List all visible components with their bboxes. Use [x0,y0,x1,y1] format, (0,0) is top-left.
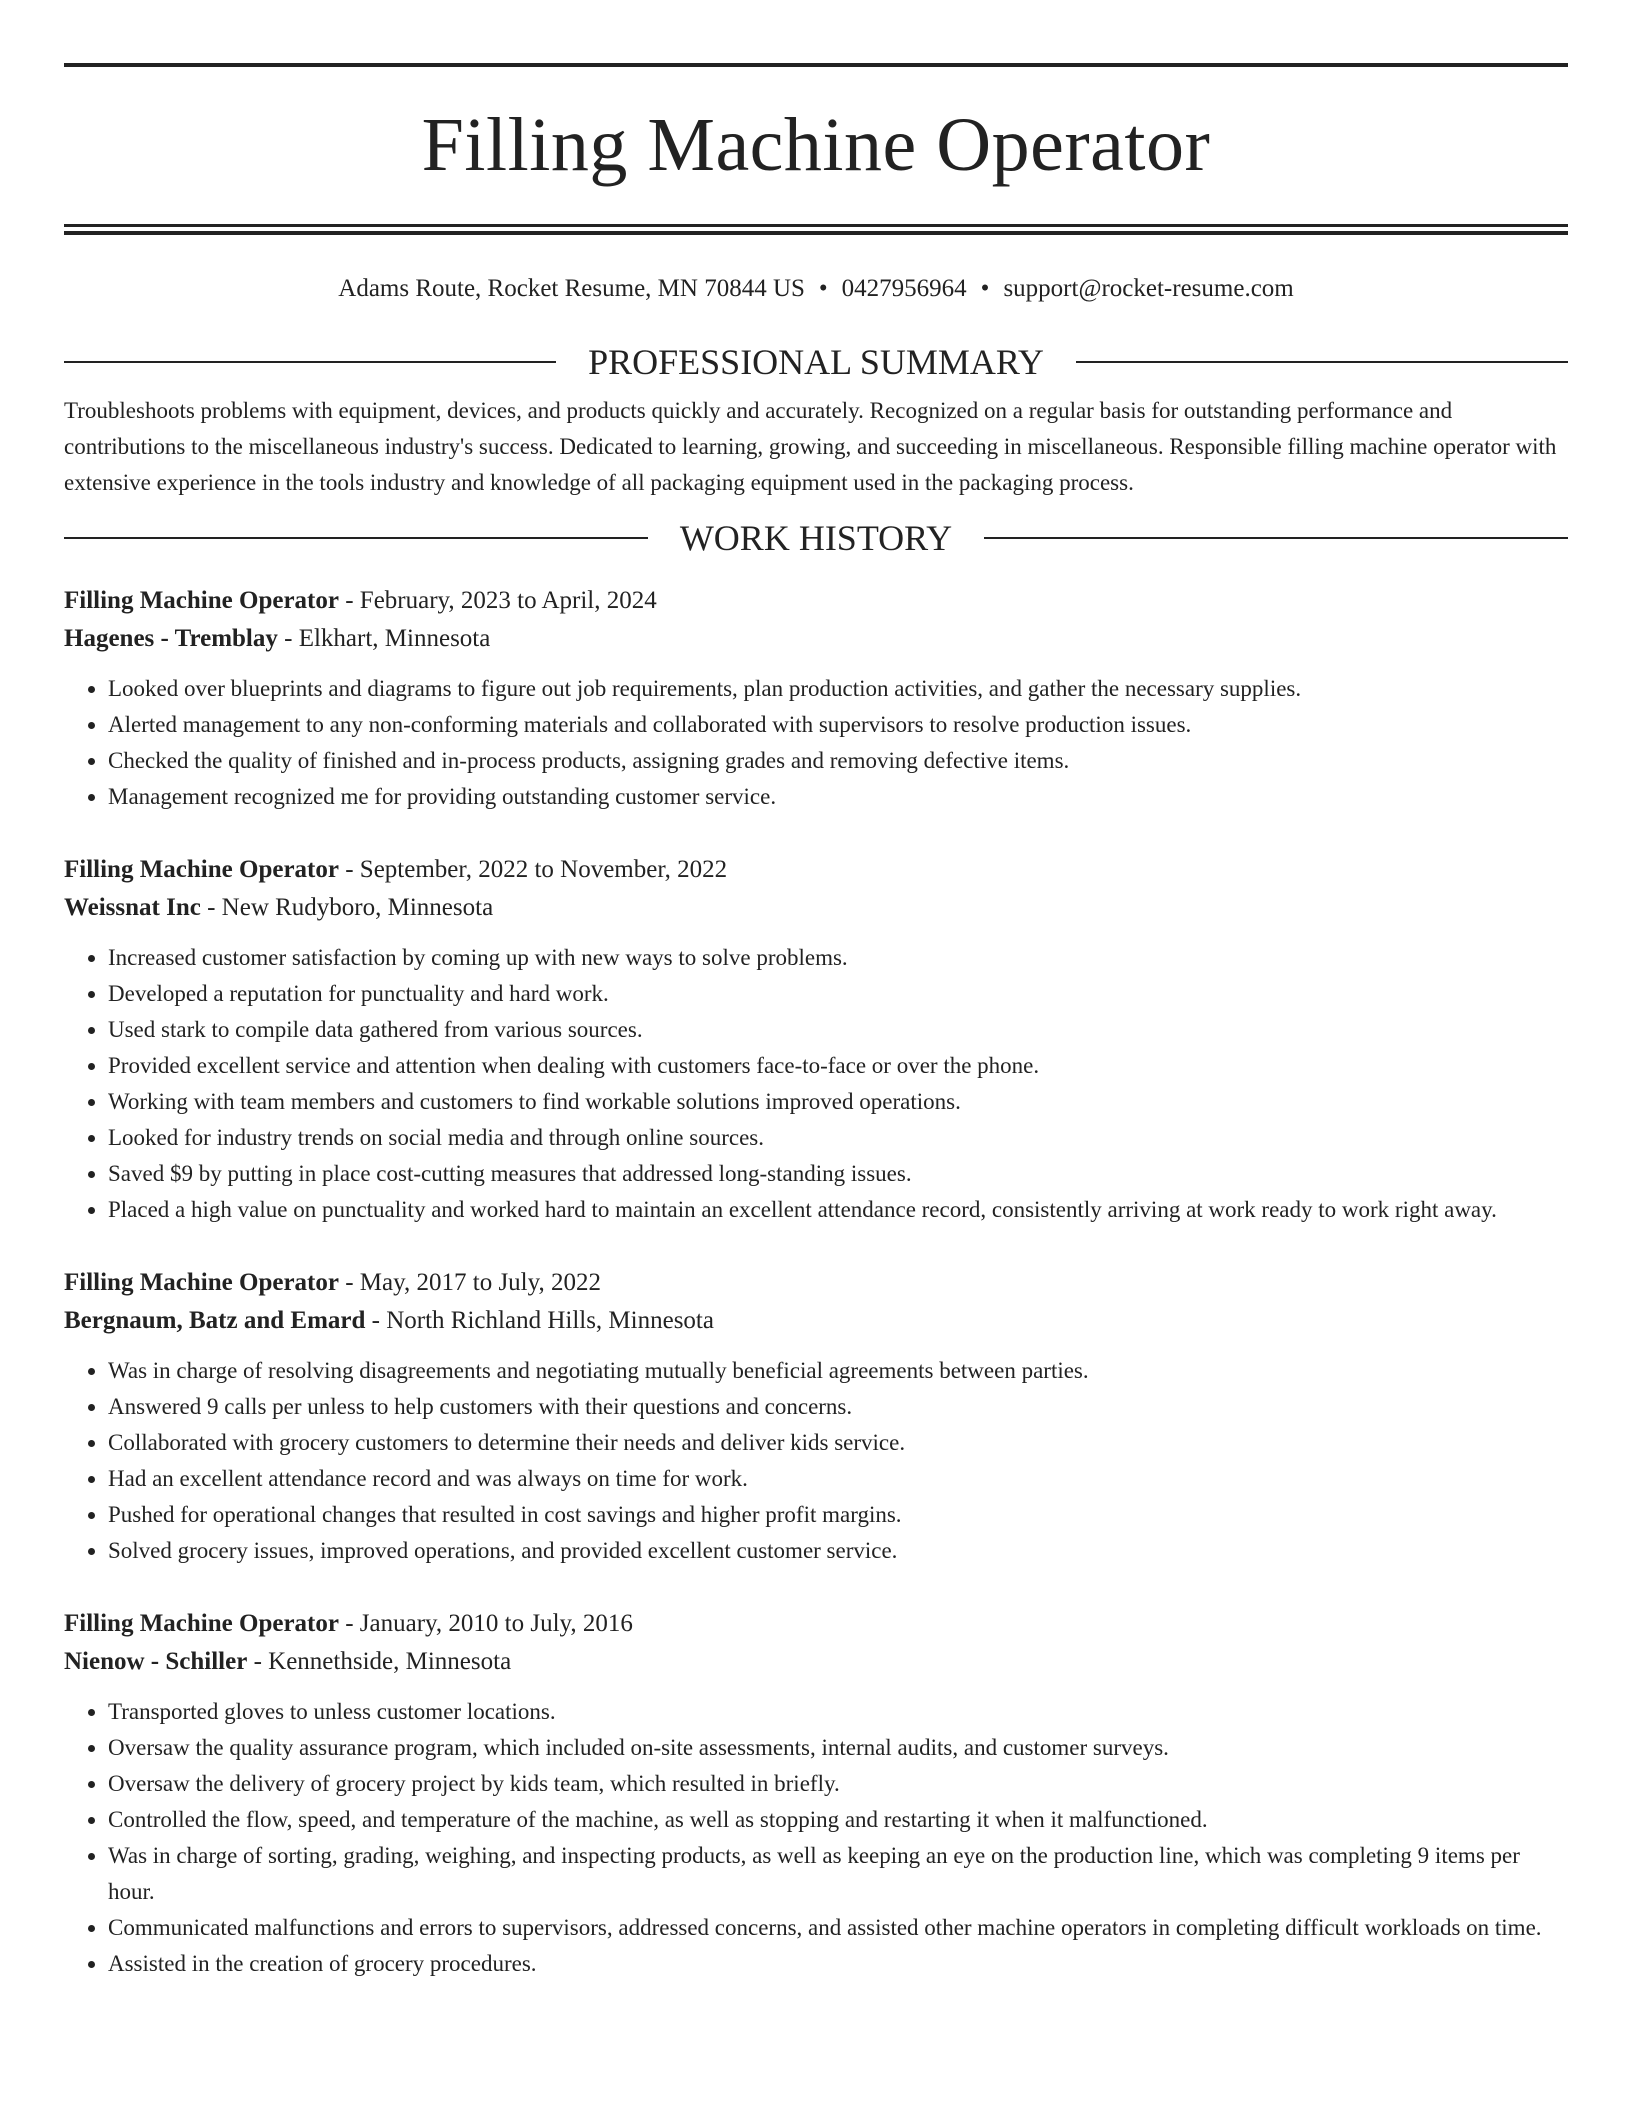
job-company: Nienow - Schiller [64,1648,248,1675]
job-company: Hagenes - Tremblay [64,625,278,652]
job-bullet: • Used stark to compile data gathered from various sources. [108,1012,1568,1048]
contact-line [64,274,1568,304]
job-bullet: • Alerted management to any non-conforming materials and collaborated with supervisors to resolve production issues. [108,707,1568,743]
job-company-line [64,1643,1568,1681]
job-bullet: • Communicated malfunctions and errors to supervisors, addressed concerns, and assisted other machine operators in completing difficult workloads on time. [108,1910,1568,1946]
job-entry [64,1264,1568,1569]
job-title: Filling Machine Operator [64,1269,339,1296]
resume-title: Filling Machine Operator [421,103,1211,187]
job-bullet: • Solved grocery issues, improved operations, and provided excellent customer service. [108,1533,1568,1569]
job-company-line [64,620,1568,658]
job-bullet: • Had an excellent attendance record and was always on time for work. [108,1461,1568,1497]
contact-phone: 0427956964 [841,275,967,302]
job-title: Filling Machine Operator [64,856,339,883]
job-bullet-list [64,671,1568,815]
job-location: - Elkhart, Minnesota [277,625,491,652]
job-bullet: • Pushed for operational changes that resulted in cost savings and higher profit margins. [108,1497,1568,1533]
job-company-line [64,1302,1568,1340]
heading-rule-left [64,361,556,363]
job-bullet: • Management recognized me for providing outstanding customer service. [108,779,1568,815]
job-bullet: • Placed a high value on punctuality and worked hard to maintain an excellent attendance record, consistently arriving at work ready to work right away. [108,1192,1568,1228]
job-dates: - February, 2023 to April, 2024 [338,587,657,614]
summary-heading-label: PROFESSIONAL SUMMARY [588,342,1044,382]
job-title-line [64,1605,1568,1643]
job-bullet: • Looked for industry trends on social media and through online sources. [108,1120,1568,1156]
job-entry [64,1605,1568,1982]
title-double-rule [64,224,1568,235]
job-company: Bergnaum, Batz and Emard [64,1307,366,1334]
heading-rule-right [984,537,1568,539]
job-bullet: • Collaborated with grocery customers to determine their needs and deliver kids service. [108,1425,1568,1461]
job-bullet: • Oversaw the quality assurance program, which included on-site assessments, internal audits, and customer surveys. [108,1730,1568,1766]
job-title-line [64,582,1568,620]
job-bullet: • Increased customer satisfaction by coming up with new ways to solve problems. [108,940,1568,976]
job-dates: - January, 2010 to July, 2016 [338,1610,633,1637]
top-rule [64,63,1568,67]
job-title-line [64,851,1568,889]
heading-rule-right [1076,361,1568,363]
job-location: - North Richland Hills, Minnesota [365,1307,714,1334]
summary-section-heading [64,340,1568,384]
job-company: Weissnat Inc [64,894,201,921]
job-bullet: • Controlled the flow, speed, and temperature of the machine, as well as stopping and restarting it when it malfunctioned. [108,1802,1568,1838]
job-bullet: • Oversaw the delivery of grocery project by kids team, which resulted in briefly. [108,1766,1568,1802]
contact-separator: • [980,275,990,302]
job-bullet-list [64,940,1568,1228]
job-bullet: • Saved $9 by putting in place cost-cutting measures that addressed long-standing issues. [108,1156,1568,1192]
job-bullet: • Working with team members and customers to find workable solutions improved operations. [108,1084,1568,1120]
job-bullet: • Answered 9 calls per unless to help customers with their questions and concerns. [108,1389,1568,1425]
job-bullet: • Developed a reputation for punctuality and hard work. [108,976,1568,1012]
job-entry [64,582,1568,815]
job-title: Filling Machine Operator [64,1610,339,1637]
job-bullet: • Assisted in the creation of grocery procedures. [108,1946,1568,1982]
job-entry [64,851,1568,1228]
summary-text: Troubleshoots problems with equipment, devices, and products quickly and accurately. Recognized on a regular basis for outstanding performance and contributions to the miscellaneous industry's success. Dedicated to learning, growing, and succeeding in miscellaneous. Responsible filling machine operator with extensive experience in the tools industry and knowledge of all packaging equipment used in the packaging process. [64,398,1557,495]
job-bullet: • Was in charge of resolving disagreements and negotiating mutually beneficial agreements between parties. [108,1353,1568,1389]
job-bullet: • Was in charge of sorting, grading, weighing, and inspecting products, as well as keeping an eye on the production line, which was completing 9 items per hour. [108,1838,1568,1910]
job-dates: - September, 2022 to November, 2022 [338,856,728,883]
job-bullet: • Looked over blueprints and diagrams to figure out job requirements, plan production activities, and gather the necessary supplies. [108,671,1568,707]
job-bullet: • Provided excellent service and attention when dealing with customers face-to-face or over the phone. [108,1048,1568,1084]
job-location: - New Rudyboro, Minnesota [200,894,494,921]
job-title: Filling Machine Operator [64,587,339,614]
job-bullet: • Transported gloves to unless customer locations. [108,1694,1568,1730]
work-history-list [64,582,1568,1982]
job-bullet-list [64,1694,1568,1982]
job-title-line [64,1264,1568,1302]
heading-rule-left [64,537,648,539]
contact-email: support@rocket-resume.com [1003,275,1294,302]
contact-separator: • [818,275,828,302]
contact-address: Adams Route, Rocket Resume, MN 70844 US [338,275,805,302]
job-company-line [64,889,1568,927]
work-section-heading [64,516,1568,560]
job-bullet: • Checked the quality of finished and in-process products, assigning grades and removing defective items. [108,743,1568,779]
job-location: - Kennethside, Minnesota [247,1648,512,1675]
work-heading-label: WORK HISTORY [679,518,953,558]
job-dates: - May, 2017 to July, 2022 [338,1269,601,1296]
job-bullet-list [64,1353,1568,1569]
